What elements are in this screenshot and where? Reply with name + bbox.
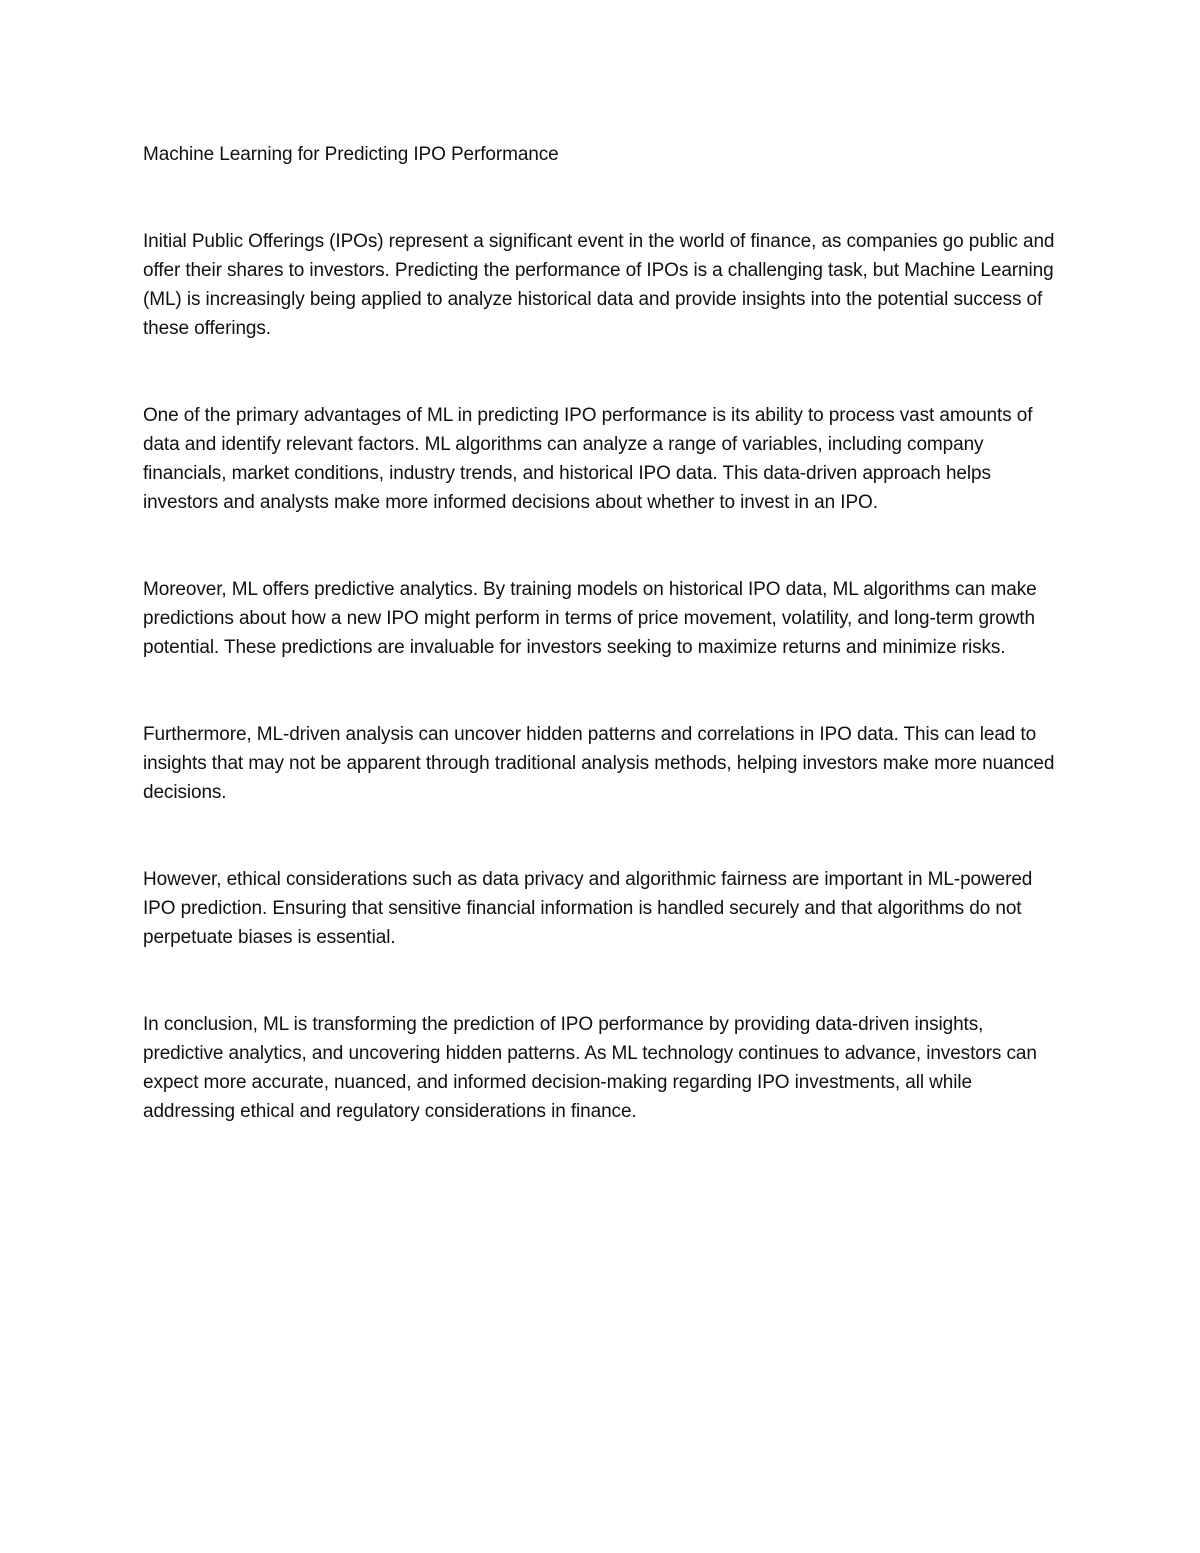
paragraph-predictive-analytics: Moreover, ML offers predictive analytics. By training models on historical IPO data, ML algorithms can make predictions about how a new IPO might perform in terms of price movement, volatility, and long-term growth potential. These predictions are invaluable for investors seeking to maximize returns and minimize risks. xyxy=(143,579,1037,658)
paragraph-introduction: Initial Public Offerings (IPOs) represent a significant event in the world of finance, as companies go public and offer their shares to investors. Predicting the performance of IPOs is a challenging task, but Machine Learning (ML) is increasingly being applied to analyze historical data and provide insights into the potential success of these offerings. xyxy=(143,231,1055,339)
paragraph-ethics: However, ethical considerations such as data privacy and algorithmic fairness are important in ML-powered IPO prediction. Ensuring that sensitive financial information is handled securely and that algorithms do not perpetuate biases is essential. xyxy=(143,869,1033,948)
document-body xyxy=(143,140,1058,1184)
document-title: Machine Learning for Predicting IPO Performance xyxy=(143,144,559,165)
paragraph-conclusion: In conclusion, ML is transforming the prediction of IPO performance by providing data-driven insights, predictive analytics, and uncovering hidden patterns. As ML technology continues to advance, investors can expect more accurate, nuanced, and informed decision-making regarding IPO investments, all while addressing ethical and regulatory considerations in finance. xyxy=(143,1014,1037,1122)
paragraph-hidden-patterns: Furthermore, ML-driven analysis can uncover hidden patterns and correlations in IPO data. This can lead to insights that may not be apparent through traditional analysis methods, helping investors make more nuanced decisions. xyxy=(143,724,1055,803)
paragraph-advantages: One of the primary advantages of ML in predicting IPO performance is its ability to process vast amounts of data and identify relevant factors. ML algorithms can analyze a range of variables, including company financials, market conditions, industry trends, and historical IPO data. This data-driven approach helps investors and analysts make more informed decisions about whether to invest in an IPO. xyxy=(143,405,1033,513)
